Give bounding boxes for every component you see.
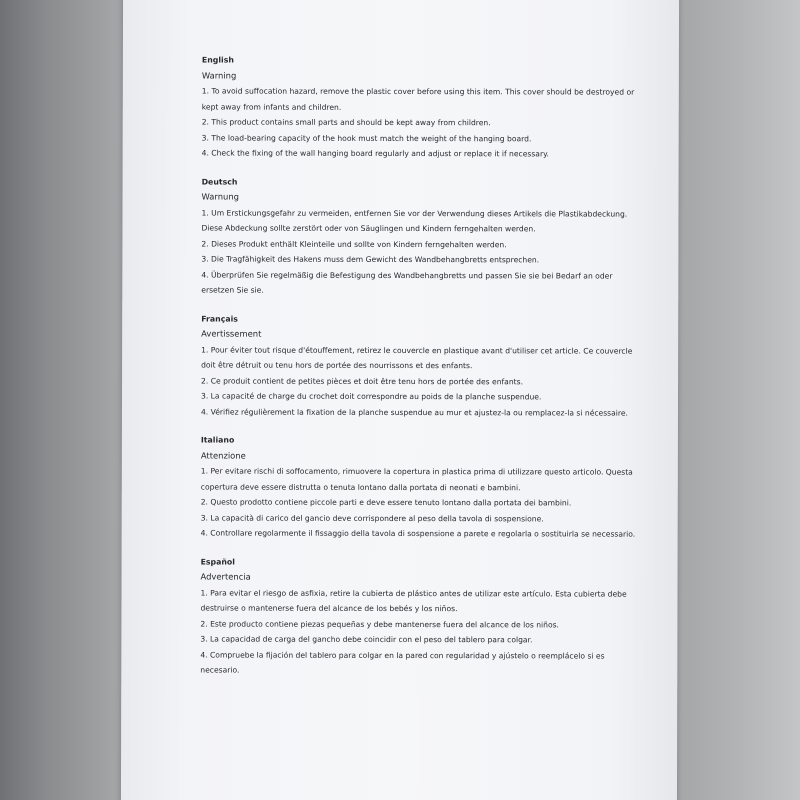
warning-item <box>200 616 600 633</box>
warning-item-line: 4. Check the fixing of the wall hanging board regularly and adjust or replace it if necessary. <box>201 148 549 159</box>
warning-item <box>201 342 633 374</box>
warning-item <box>200 585 627 617</box>
warning-item <box>200 404 628 421</box>
warning-heading: Avertissement <box>201 328 262 339</box>
warning-item-line: 4. Compruebe la fijación del tablero para colgar en la pared con regularidad y ajústelo o reemplácelo si es <box>200 649 605 661</box>
language-heading: Français <box>201 313 238 324</box>
warning-item-line: 1. To avoid suffocation hazard, remove the plastic cover before using this item. This cover should be destroyed or <box>201 86 635 97</box>
language-heading: Italiano <box>200 435 235 445</box>
section-italiano <box>200 432 636 542</box>
instruction-text <box>200 52 636 692</box>
warning-item <box>201 236 601 253</box>
warning-item-line: 4. Überprüfen Sie regelmäßig die Befestigung des Wandbehangbretts und passen Sie sie bei Bedarf an oder <box>201 269 613 281</box>
warning-item-line: 2. Dieses Produkt enthält Kleinteile und sollte von Kindern ferngehalten werden. <box>201 238 507 249</box>
warning-item <box>201 83 635 115</box>
warning-item-line: 3. The load-bearing capacity of the hook must match the weight of the hanging board. <box>201 132 532 143</box>
warning-item <box>201 510 601 527</box>
warning-item <box>202 114 602 131</box>
warning-item-line: 2. This product contains small parts and should be kept away from children. <box>201 117 491 128</box>
warning-item-line: necesario. <box>200 665 240 675</box>
warning-item <box>201 373 601 390</box>
paper-sheet <box>121 0 679 800</box>
warning-item <box>202 145 602 162</box>
warning-heading: Warning <box>201 69 237 81</box>
section-espanol <box>200 554 627 679</box>
warning-item-line: 3. Die Tragfähigkeit des Hakens muss dem Gewicht des Wandbehangbretts entsprechen. <box>201 254 540 265</box>
section-francais <box>200 311 633 421</box>
warning-heading: Warnung <box>201 191 239 202</box>
warning-item-line: 1. Per evitare rischi di soffocamento, rimuovere la copertura in plastica prima di utilizzare questo articolo. Questa <box>200 466 633 477</box>
section-english <box>201 52 635 162</box>
warning-item-line: doit être détruit ou tenu hors de portée des nourrissons et des enfants. <box>201 360 473 371</box>
warning-item-line: 3. La capacité de charge du crochet doit correspondre au poids de la planche suspendue. <box>201 391 542 402</box>
warning-item-line: 2. Ce produit contient de petites pièces et doit être tenu hors de portée des enfants. <box>201 375 524 386</box>
warning-item-line: 2. Questo prodotto contiene piccole parti e deve essere tenuto lontano dalla portata dei bambini. <box>200 497 572 508</box>
warning-item-line: 3. La capacità di carico del gancio deve corrispondere al peso della tavola di sospensione. <box>200 512 544 523</box>
section-deutsch <box>201 174 628 299</box>
warning-item-line: 3. La capacidad de carga del gancho debe coincidir con el peso del tablero para colgar. <box>200 634 533 645</box>
warning-item <box>200 647 605 679</box>
warning-item-line: 1. Pour éviter tout risque d'étouffement, retirez le couvercle en plastique avant d'utiliser cet article. Ce couvercle <box>201 344 633 356</box>
warning-item <box>201 205 628 237</box>
warning-item-line: kept away from infants and children. <box>201 101 342 112</box>
warning-item-line: 4. Vérifiez régulièrement la fixation de la planche suspendue au mur et ajustez-la ou remplacez-la si nécessaire. <box>200 406 628 418</box>
warning-item <box>201 388 601 405</box>
language-heading: Español <box>200 556 235 567</box>
warning-item-line: ersetzen Sie sie. <box>201 285 264 295</box>
warning-item-line: 4. Controllare regolarmente il fissaggio della tavola di sospensione a parete e regolarla o sostituirla se necessario. <box>200 528 636 539</box>
warning-item <box>201 267 613 299</box>
warning-item-line: 1. Para evitar el riesgo de asfixia, retire la cubierta de plástico antes de utilizar este artículo. Esta cubierta debe <box>200 587 627 599</box>
language-heading: Deutsch <box>201 176 238 187</box>
warning-heading: Advertencia <box>200 571 251 582</box>
warning-item-line: Diese Abdeckung sollte zerstört oder von Säuglingen und Kindern ferngehalten werden. <box>201 223 536 234</box>
warning-item-line: 1. Um Erstickungsgefahr zu vermeiden, entfernen Sie vor der Verwendung dieses Artikels die Plastikabdeckung. <box>201 207 628 219</box>
language-heading: English <box>201 55 234 65</box>
warning-item <box>200 463 633 495</box>
warning-item <box>200 631 600 648</box>
warning-item-line: 2. Este producto contiene piezas pequeñas y debe mantenerse fuera del alcance de los niños. <box>200 618 559 629</box>
warning-heading: Attenzione <box>200 449 246 461</box>
warning-item-line: copertura deve essere distrutta o tenuta lontano dalla portata di neonati e bambini. <box>200 481 521 492</box>
warning-item-line: destruirse o mantenerse fuera del alcance de los bebés y los niños. <box>200 603 458 614</box>
warning-item <box>201 494 601 511</box>
warning-item <box>200 525 636 542</box>
warning-item <box>201 251 601 268</box>
warning-item <box>202 130 602 147</box>
